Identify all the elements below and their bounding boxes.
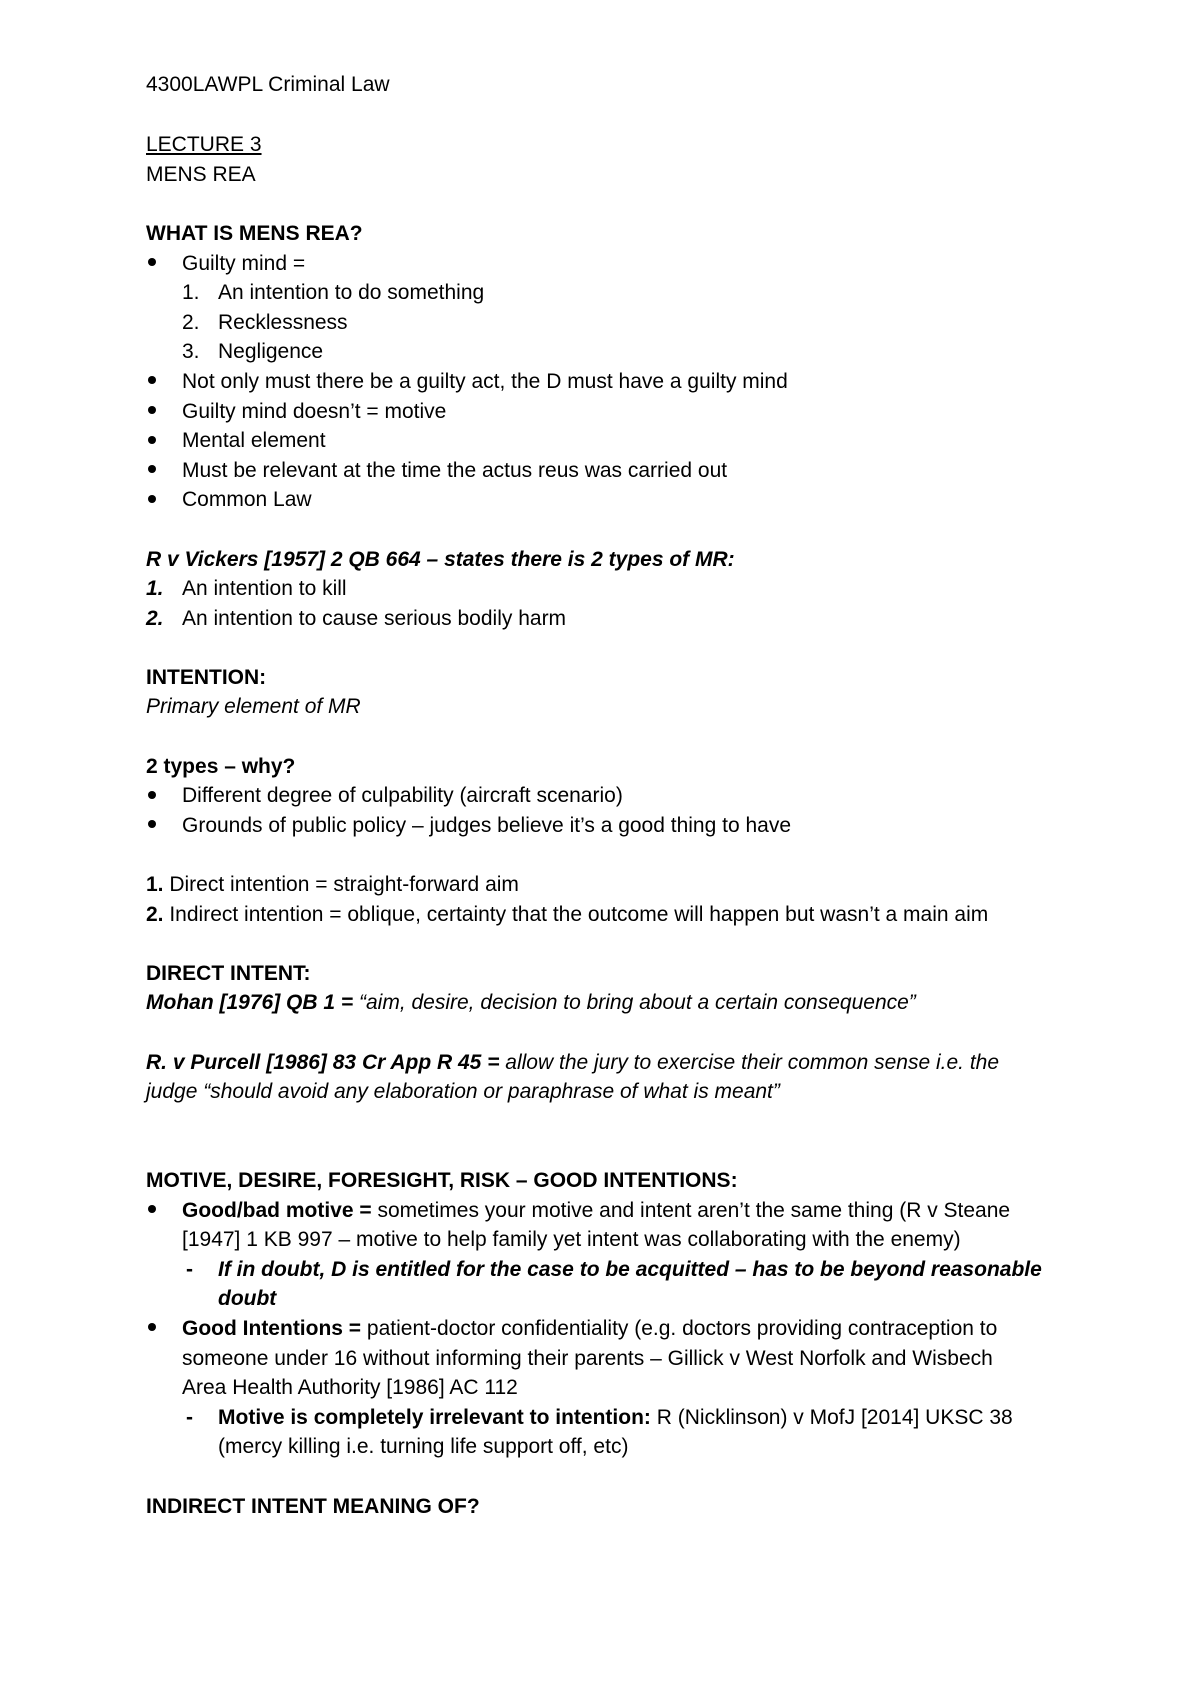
bullet-label: Good/bad motive =	[182, 1198, 372, 1222]
bullet-icon	[146, 1196, 182, 1226]
dash-continuation: (mercy killing i.e. turning life support off, etc)	[218, 1435, 629, 1459]
dash-text: If in doubt, D is entitled for the case to be acquitted – has to be beyond reasonable	[218, 1257, 1042, 1281]
item-number: 2.	[182, 310, 200, 334]
bullet-body: sometimes your motive and intent aren’t the same thing (R v Steane	[371, 1198, 1011, 1222]
bullet-item	[146, 249, 1106, 279]
dash-body: R (Nicklinson) v MofJ [2014] UKSC 38	[650, 1405, 1013, 1429]
bullet-icon	[146, 1314, 182, 1344]
intention-subtitle: Primary element of MR	[146, 695, 361, 719]
mohan-case-line	[146, 988, 1106, 1018]
bullet-item	[146, 367, 1106, 397]
numbered-item	[146, 308, 1106, 338]
bullet-text	[182, 1196, 1010, 1226]
dash-continuation: doubt	[218, 1287, 277, 1311]
bullet-label: Good Intentions =	[182, 1316, 362, 1340]
item-number: 3.	[182, 340, 200, 364]
dash-item	[146, 1255, 1106, 1285]
numbered-item	[146, 278, 1106, 308]
document-header: 4300LAWPL Criminal Law	[146, 73, 390, 96]
bullet-item	[146, 456, 1106, 486]
section-heading-direct-intent: DIRECT INTENT:	[146, 961, 311, 985]
section-heading-two-types: 2 types – why?	[146, 754, 296, 778]
item-text: Negligence	[218, 340, 324, 364]
section-heading-indirect-intent: INDIRECT INTENT MEANING OF?	[146, 1494, 480, 1518]
bullet-body: patient-doctor confidentiality (e.g. doctors providing contraception to	[361, 1316, 998, 1340]
bullet-text: Not only must there be a guilty act, the D must have a guilty mind	[182, 369, 788, 393]
numbered-item	[146, 337, 1106, 367]
topic-title: MENS REA	[146, 162, 256, 186]
bullet-continuation: [1947] 1 KB 997 – motive to help family yet intent was collaborating with the enemy)	[182, 1228, 961, 1252]
item-text: Indirect intention = oblique, certainty that the outcome will happen but wasn’t a main aim	[163, 902, 989, 926]
item-number: 1.	[146, 577, 164, 601]
item-text: An intention to cause serious bodily harm	[182, 606, 567, 630]
item-number: 1.	[182, 281, 200, 305]
bullet-icon	[146, 811, 182, 841]
bullet-text: Guilty mind =	[182, 251, 306, 275]
numbered-item	[146, 574, 1106, 604]
bullet-item	[146, 1196, 1106, 1226]
bullet-text: Common Law	[182, 488, 312, 512]
bullet-text: Mental element	[182, 429, 326, 453]
case-citation: Mohan [1976] QB 1 =	[146, 991, 359, 1015]
bullet-text: Must be relevant at the time the actus reus was carried out	[182, 458, 728, 482]
dash-marker: -	[186, 1405, 193, 1429]
dash-marker: -	[186, 1257, 193, 1281]
bullet-continuation: someone under 16 without informing their parents – Gillick v West Norfolk and Wisbech	[182, 1346, 993, 1370]
case-heading-vickers: R v Vickers [1957] 2 QB 664 – states there is 2 types of MR:	[146, 547, 735, 571]
bullet-continuation: Area Health Authority [1986] AC 112	[182, 1376, 518, 1400]
item-number: 2.	[146, 606, 164, 630]
item-number: 2.	[146, 902, 164, 926]
bullet-icon	[146, 249, 182, 279]
bullet-icon	[146, 485, 182, 515]
bullet-text: Different degree of culpability (aircraft scenario)	[182, 784, 623, 808]
bullet-icon	[146, 456, 182, 486]
item-number: 1.	[146, 873, 164, 897]
bullet-icon	[146, 781, 182, 811]
document-page	[146, 70, 1106, 1521]
direct-intention-line	[146, 870, 1106, 900]
item-text: An intention to kill	[182, 577, 347, 601]
section-heading-motive: MOTIVE, DESIRE, FORESIGHT, RISK – GOOD INTENTIONS:	[146, 1168, 738, 1192]
bullet-icon	[146, 426, 182, 456]
bullet-icon	[146, 397, 182, 427]
dash-text	[218, 1403, 1013, 1433]
indirect-intention-line	[146, 900, 1106, 930]
dash-item	[146, 1403, 1106, 1433]
bullet-item	[146, 426, 1106, 456]
bullet-text	[182, 1314, 997, 1344]
item-text: Recklessness	[218, 310, 348, 334]
bullet-text: Grounds of public policy – judges believe it’s a good thing to have	[182, 813, 792, 837]
case-text: allow the jury to exercise their common sense i.e. the	[505, 1050, 1000, 1074]
numbered-item	[146, 604, 1106, 634]
bullet-item	[146, 811, 1106, 841]
bullet-item	[146, 397, 1106, 427]
bullet-item	[146, 781, 1106, 811]
item-text: An intention to do something	[218, 281, 485, 305]
bullet-text: Guilty mind doesn’t = motive	[182, 399, 447, 423]
section-heading-intention: INTENTION:	[146, 665, 267, 689]
purcell-case-line-2: judge “should avoid any elaboration or paraphrase of what is meant”	[146, 1080, 780, 1104]
section-heading-what-is: WHAT IS MENS REA?	[146, 221, 363, 245]
lecture-title: LECTURE 3	[146, 133, 262, 157]
bullet-item	[146, 485, 1106, 515]
purcell-case-line	[146, 1048, 1106, 1078]
dash-label: Motive is completely irrelevant to intention:	[218, 1405, 651, 1429]
case-citation: R. v Purcell [1986] 83 Cr App R 45 =	[146, 1050, 506, 1074]
bullet-item	[146, 1314, 1106, 1344]
bullet-icon	[146, 367, 182, 397]
item-text: Direct intention = straight-forward aim	[163, 873, 519, 897]
case-quote: “aim, desire, decision to bring about a certain consequence”	[358, 991, 916, 1015]
